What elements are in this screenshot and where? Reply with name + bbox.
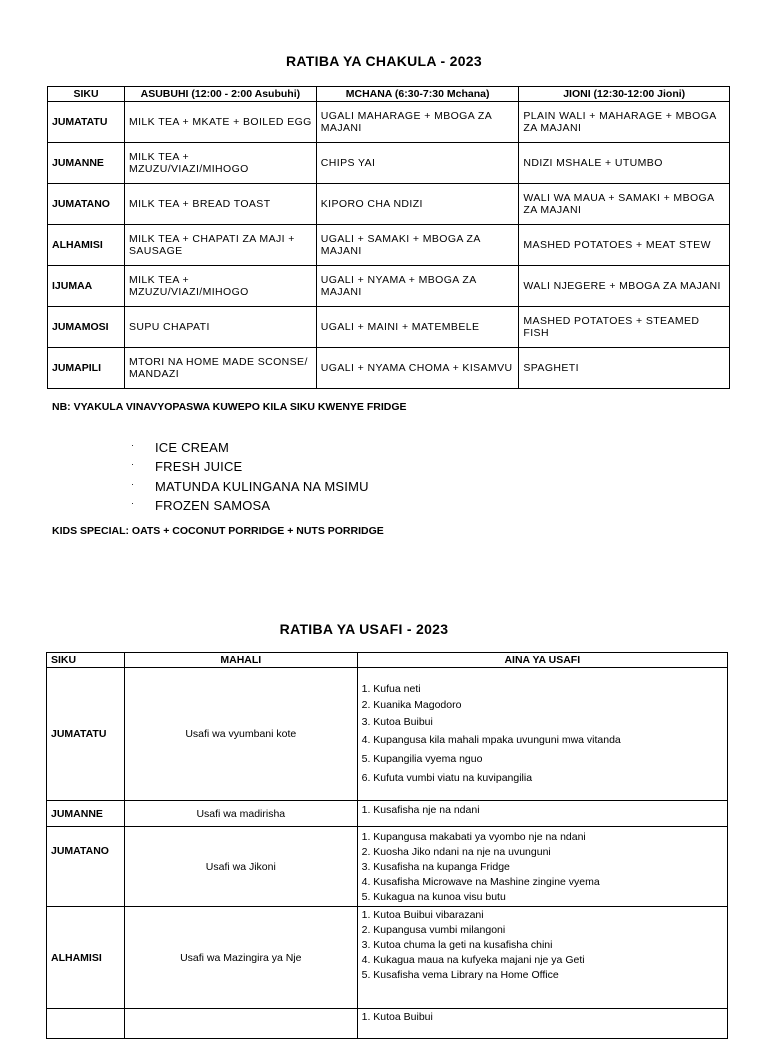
- task-item: 4. Kusafisha Microwave na Mashine zingine vyema: [361, 875, 600, 888]
- table-row: [48, 225, 730, 266]
- tasks-cell: [357, 801, 727, 827]
- evening-cell: WALI NJEGERE + MBOGA ZA MAJANI: [519, 266, 730, 307]
- evening-cell: NDIZI MSHALE + UTUMBO: [519, 143, 730, 184]
- morning-cell: MILK TEA + MKATE + BOILED EGG: [124, 102, 316, 143]
- task-item: 1. Kupangusa makabati ya vyombo nje na ndani: [361, 830, 586, 843]
- bullet-icon: ·: [131, 478, 135, 489]
- table-row: [47, 668, 728, 801]
- afternoon-cell: CHIPS YAI: [316, 143, 519, 184]
- header-aina: AINA YA USAFI: [357, 653, 727, 668]
- kids-special: KIDS SPECIAL: OATS + COCONUT PORRIDGE + NUTS PORRIDGE: [52, 525, 384, 537]
- task-item: 3. Kutoa Buibui: [361, 716, 433, 728]
- task-item: 1. Kutoa Buibui: [361, 1011, 433, 1023]
- place-cell: Usafi wa Jikoni: [124, 827, 357, 907]
- morning-cell: SUPU CHAPATI: [124, 307, 316, 348]
- evening-cell: SPAGHETI: [519, 348, 730, 389]
- day-cell: JUMANNE: [48, 143, 125, 184]
- place-cell: Usafi wa madirisha: [124, 801, 357, 827]
- header-siku: SIKU: [48, 87, 125, 102]
- food-schedule-table: [47, 86, 730, 389]
- task-item: 5. Kukagua na kunoa visu butu: [361, 890, 506, 903]
- bullet-icon: ·: [131, 497, 135, 508]
- afternoon-cell: UGALI + NYAMA + MBOGA ZA MAJANI: [316, 266, 519, 307]
- task-item: 3. Kutoa chuma la geti na kusafisha chini: [361, 939, 553, 951]
- task-item: 2. Kuanika Magodoro: [361, 699, 462, 711]
- tasks-cell: [357, 668, 727, 801]
- fridge-note: NB: VYAKULA VINAVYOPASWA KUWEPO KILA SIKU KWENYE FRIDGE: [52, 401, 407, 413]
- header-mchana: MCHANA (6:30-7:30 Mchana): [316, 87, 519, 102]
- cleaning-schedule-title: RATIBA YA USAFI - 2023: [279, 621, 449, 637]
- tasks-cell: [357, 827, 727, 907]
- place-cell: Usafi wa Mazingira ya Nje: [124, 907, 357, 1009]
- task-item: 1. Kutoa Buibui vibarazani: [361, 909, 484, 921]
- list-item-text: ICE CREAM: [155, 440, 230, 455]
- afternoon-cell: UGALI MAHARAGE + MBOGA ZA MAJANI: [316, 102, 519, 143]
- afternoon-cell: KIPORO CHA NDIZI: [316, 184, 519, 225]
- evening-cell: PLAIN WALI + MAHARAGE + MBOGA ZA MAJANI: [519, 102, 730, 143]
- tasks-cell: [357, 907, 727, 1009]
- evening-cell: WALI WA MAUA + SAMAKI + MBOGA ZA MAJANI: [519, 184, 730, 225]
- list-item-text: MATUNDA KULINGANA NA MSIMU: [155, 478, 369, 494]
- table-row: [47, 827, 728, 907]
- day-cell: JUMATANO: [47, 827, 125, 907]
- table-row: [48, 307, 730, 348]
- day-cell: JUMATANO: [48, 184, 125, 225]
- list-item: [131, 459, 369, 478]
- day-cell: ALHAMISI: [48, 225, 125, 266]
- evening-cell: MASHED POTATOES + STEAMED FISH: [519, 307, 730, 348]
- place-cell: Usafi wa vyumbani kote: [124, 668, 357, 801]
- day-cell: JUMATATU: [47, 668, 125, 801]
- table-row: [48, 143, 730, 184]
- evening-cell: MASHED POTATOES + MEAT STEW: [519, 225, 730, 266]
- cleaning-header-row: [47, 653, 728, 668]
- header-jioni: JIONI (12:30-12:00 Jioni): [519, 87, 730, 102]
- table-row: [48, 184, 730, 225]
- task-item: 4. Kukagua maua na kufyeka majani nje ya Geti: [361, 954, 585, 966]
- list-item: [131, 479, 369, 498]
- day-cell: JUMAPILI: [48, 348, 125, 389]
- task-item: 1. Kusafisha nje na ndani: [361, 804, 480, 816]
- bullet-icon: ·: [131, 459, 135, 470]
- task-item: 2. Kuosha Jiko ndani na nje na uvunguni: [361, 845, 551, 858]
- table-row: [48, 266, 730, 307]
- task-item: 5. Kupangilia vyema nguo: [361, 753, 483, 765]
- list-item-text: FROZEN SAMOSA: [155, 497, 271, 513]
- fridge-items-list: [131, 440, 369, 517]
- morning-cell: MILK TEA + CHAPATI ZA MAJI + SAUSAGE: [124, 225, 316, 266]
- morning-cell: MTORI NA HOME MADE SCONSE/ MANDAZI: [124, 348, 316, 389]
- afternoon-cell: UGALI + MAINI + MATEMBELE: [316, 307, 519, 348]
- task-item: 2. Kupangusa vumbi milangoni: [361, 924, 506, 936]
- morning-cell: MILK TEA + BREAD TOAST: [124, 184, 316, 225]
- food-header-row: [48, 87, 730, 102]
- afternoon-cell: UGALI + SAMAKI + MBOGA ZA MAJANI: [316, 225, 519, 266]
- task-item: 1. Kufua neti: [361, 683, 421, 695]
- table-row: [47, 907, 728, 1009]
- task-item: 4. Kupangusa kila mahali mpaka uvunguni mwa vitanda: [361, 734, 621, 746]
- task-item: 3. Kusafisha na kupanga Fridge: [361, 860, 510, 873]
- day-cell: JUMATATU: [48, 102, 125, 143]
- day-cell: JUMAMOSI: [48, 307, 125, 348]
- table-row: [47, 801, 728, 827]
- food-schedule-title: RATIBA YA CHAKULA - 2023: [286, 53, 482, 69]
- table-row: [48, 348, 730, 389]
- header-asubuhi: ASUBUHI (12:00 - 2:00 Asubuhi): [124, 87, 316, 102]
- task-item: 6. Kufuta vumbi viatu na kuvipangilia: [361, 772, 533, 784]
- morning-cell: MILK TEA + MZUZU/VIAZI/MIHOGO: [124, 143, 316, 184]
- day-cell: IJUMAA: [48, 266, 125, 307]
- morning-cell: MILK TEA + MZUZU/VIAZI/MIHOGO: [124, 266, 316, 307]
- bullet-icon: ·: [131, 440, 135, 450]
- day-cell: ALHAMISI: [47, 907, 125, 1009]
- list-item: [131, 498, 369, 517]
- header-siku: SIKU: [47, 653, 125, 668]
- day-cell: JUMANNE: [47, 801, 125, 827]
- table-row: [48, 102, 730, 143]
- list-item: [131, 440, 369, 459]
- cleaning-schedule-table: [46, 652, 728, 1039]
- list-item-text: FRESH JUICE: [155, 459, 243, 475]
- header-mahali: MAHALI: [124, 653, 357, 668]
- task-item: 5. Kusafisha vema Library na Home Office: [361, 969, 559, 981]
- afternoon-cell: UGALI + NYAMA CHOMA + KISAMVU: [316, 348, 519, 389]
